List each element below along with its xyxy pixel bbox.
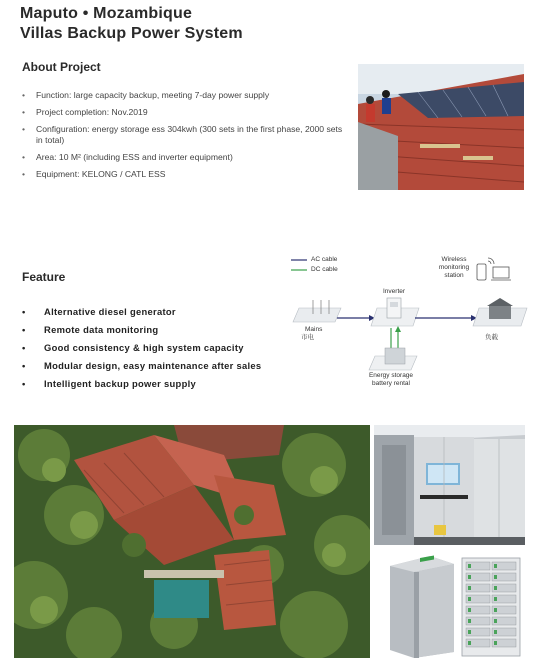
storage-label: Energy storage battery rental [368, 372, 414, 387]
load-label: 负载 [485, 334, 498, 341]
about-item-function: • Function: large capacity backup, meeting 7-day power supply [22, 90, 344, 101]
about-item-completion: • Project completion: Nov.2019 [22, 107, 344, 118]
inverter-label: Inverter [383, 288, 406, 295]
title-line-1: Maputo • Mozambique [20, 5, 193, 22]
equipment-room-photo [374, 425, 525, 545]
battery-cabinets-image [386, 552, 526, 658]
legend-dc-label: DC cable [311, 266, 338, 273]
energy-storage-icon [369, 348, 417, 370]
title-line-2: Villas Backup Power System [20, 25, 243, 42]
load-icon [473, 298, 527, 326]
feature-item-backup: • Intelligent backup power supply [22, 378, 261, 389]
feature-item-remote-monitoring: • Remote data monitoring [22, 324, 261, 335]
feature-heading: Feature [22, 270, 66, 284]
feature-item-diesel: • Alternative diesel generator [22, 306, 261, 317]
page-title [20, 4, 243, 44]
legend-ac-label: AC cable [311, 256, 338, 263]
feature-list [22, 306, 261, 396]
about-item-area: • Area: 10 M² (including ESS and inverter equipment) [22, 152, 344, 163]
mains-cn-label: 市电 [301, 334, 314, 341]
about-item-configuration: • Configuration: energy storage ess 304kwh (300 sets in the first phase, 2000 sets in total) [22, 124, 344, 145]
feature-item-modular: • Modular design, easy maintenance after sales [22, 360, 261, 371]
mains-label: Mains [305, 326, 323, 333]
about-heading: About Project [22, 60, 101, 74]
about-item-equipment: • Equipment: KELONG / CATL ESS [22, 169, 344, 180]
wireless-label: Wireless monitoring station [438, 256, 470, 279]
mains-icon [293, 300, 341, 322]
aerial-villa-photo [14, 425, 370, 658]
system-diagram [285, 250, 535, 395]
feature-item-consistency: • Good consistency & high system capacity [22, 342, 261, 353]
wireless-monitoring-icon [477, 258, 511, 280]
rooftop-solar-photo [358, 64, 524, 190]
inverter-icon [371, 298, 419, 326]
about-list [22, 90, 344, 186]
